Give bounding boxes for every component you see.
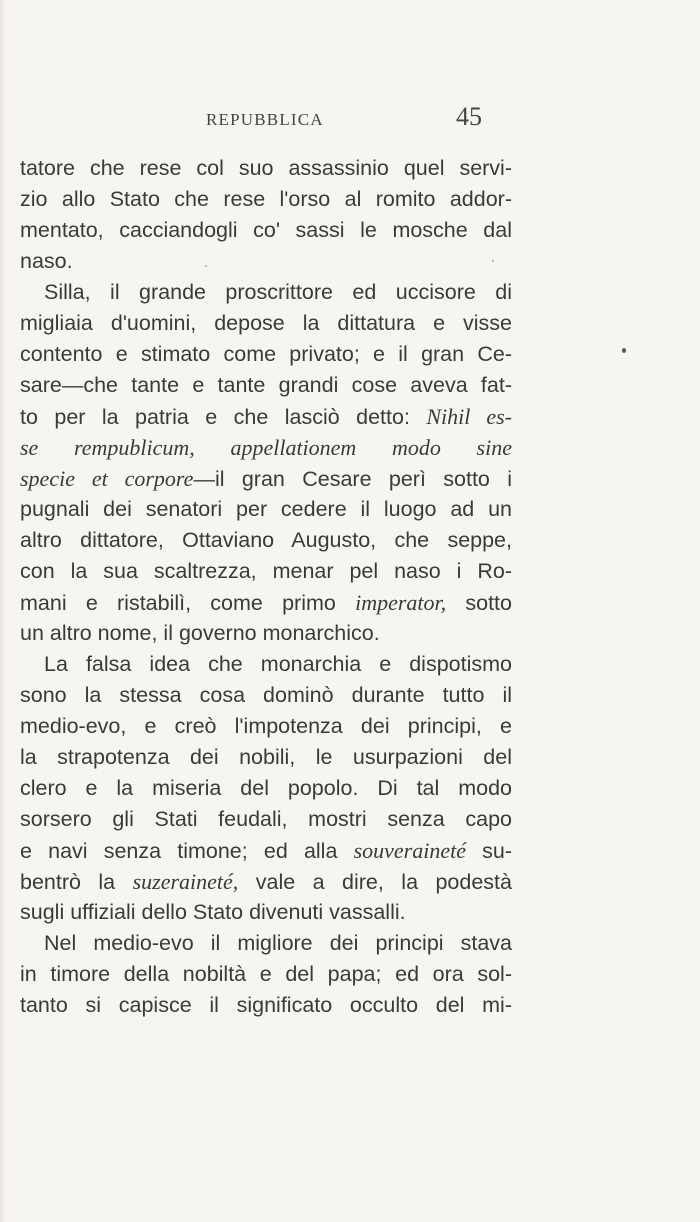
text-line	[20, 680, 512, 711]
text-run: —il gran Cesare perì sotto i	[193, 467, 512, 491]
text-line	[20, 711, 512, 742]
text-run: tanto si capisce il significato occulto del mi-	[20, 993, 512, 1017]
ink-speck	[205, 265, 207, 267]
italic-text: specie et corpore	[20, 466, 194, 491]
text-run: su-	[465, 839, 513, 863]
text-line	[20, 742, 512, 773]
page-header	[0, 100, 700, 140]
text-run: altro dittatore, Ottaviano Augusto, che seppe,	[20, 528, 512, 552]
text-run: Silla, il grande proscrittore ed uccisore di	[44, 280, 512, 304]
text-line	[20, 897, 512, 928]
text-line	[20, 277, 512, 308]
page-edge	[0, 0, 6, 1222]
text-run: vale a dire, la podestà	[238, 870, 512, 894]
text-line	[20, 556, 512, 587]
ink-speck	[492, 260, 494, 262]
text-line	[20, 432, 512, 463]
text-run: con la sua scaltrezza, menar pel naso i Ro-	[20, 559, 512, 583]
text-line	[20, 649, 512, 680]
ink-speck	[622, 348, 626, 353]
text-run: naso.	[20, 249, 73, 273]
text-run: zio allo Stato che rese l'orso al romito addor-	[20, 187, 512, 211]
text-line	[20, 990, 512, 1021]
italic-text: se rempublicum, appellationem modo sine	[20, 435, 512, 460]
text-run: migliaia d'uomini, depose la dittatura e visse	[20, 311, 512, 335]
text-run: medio-evo, e creò l'impotenza dei principi, e	[20, 714, 512, 738]
text-line	[20, 246, 512, 277]
text-run: bentrò la	[20, 870, 133, 894]
text-line	[20, 370, 512, 401]
page-number: 45	[456, 102, 482, 131]
text-line	[20, 184, 512, 215]
italic-text: imperator,	[355, 590, 447, 615]
text-run: la strapotenza dei nobili, le usurpazioni del	[20, 745, 512, 769]
text-line	[20, 866, 512, 897]
text-line	[20, 153, 512, 184]
italic-text: Nihil es-	[426, 404, 512, 429]
text-line	[20, 835, 512, 866]
text-line	[20, 804, 512, 835]
text-run: un altro nome, il governo monarchico.	[20, 621, 380, 645]
text-run: pugnali dei senatori per cedere il luogo ad un	[20, 497, 512, 521]
text-line	[20, 215, 512, 246]
text-run: sare—che tante e tante grandi cose aveva fat-	[20, 373, 512, 397]
text-run: sono la stessa cosa dominò durante tutto il	[20, 683, 512, 707]
text-run: in timore della nobiltà e del papa; ed ora sol-	[20, 962, 512, 986]
text-line	[20, 463, 512, 494]
text-line	[20, 928, 512, 959]
running-head: REPUBBLICA	[206, 110, 324, 129]
text-run: e navi senza timone; ed alla	[20, 839, 354, 863]
text-run: sotto	[446, 591, 512, 615]
text-run: sorsero gli Stati feudali, mostri senza capo	[20, 807, 512, 831]
text-run: contento e stimato come privato; e il gran Ce-	[20, 342, 512, 366]
text-run: to per la patria e che lasciò detto:	[20, 405, 427, 429]
text-line	[20, 618, 512, 649]
text-line	[20, 773, 512, 804]
text-line	[20, 525, 512, 556]
text-line	[20, 959, 512, 990]
text-line	[20, 339, 512, 370]
text-run: clero e la miseria del popolo. Di tal modo	[20, 776, 512, 800]
text-line	[20, 587, 512, 618]
text-run: mentato, cacciandogli co' sassi le mosche dal	[20, 218, 512, 242]
text-line	[20, 308, 512, 339]
text-line	[20, 494, 512, 525]
text-line	[20, 401, 512, 432]
text-run: tatore che rese col suo assassinio quel servi-	[20, 156, 512, 180]
italic-text: souveraineté	[353, 838, 466, 863]
text-run: mani e ristabilì, come primo	[20, 591, 356, 615]
italic-text: suzeraineté,	[132, 869, 239, 894]
text-run: La falsa idea che monarchia e dispotismo	[44, 652, 512, 676]
text-body	[20, 153, 512, 1021]
text-run: sugli uffiziali dello Stato divenuti vassalli.	[20, 900, 406, 924]
text-run: Nel medio-evo il migliore dei principi stava	[44, 931, 512, 955]
